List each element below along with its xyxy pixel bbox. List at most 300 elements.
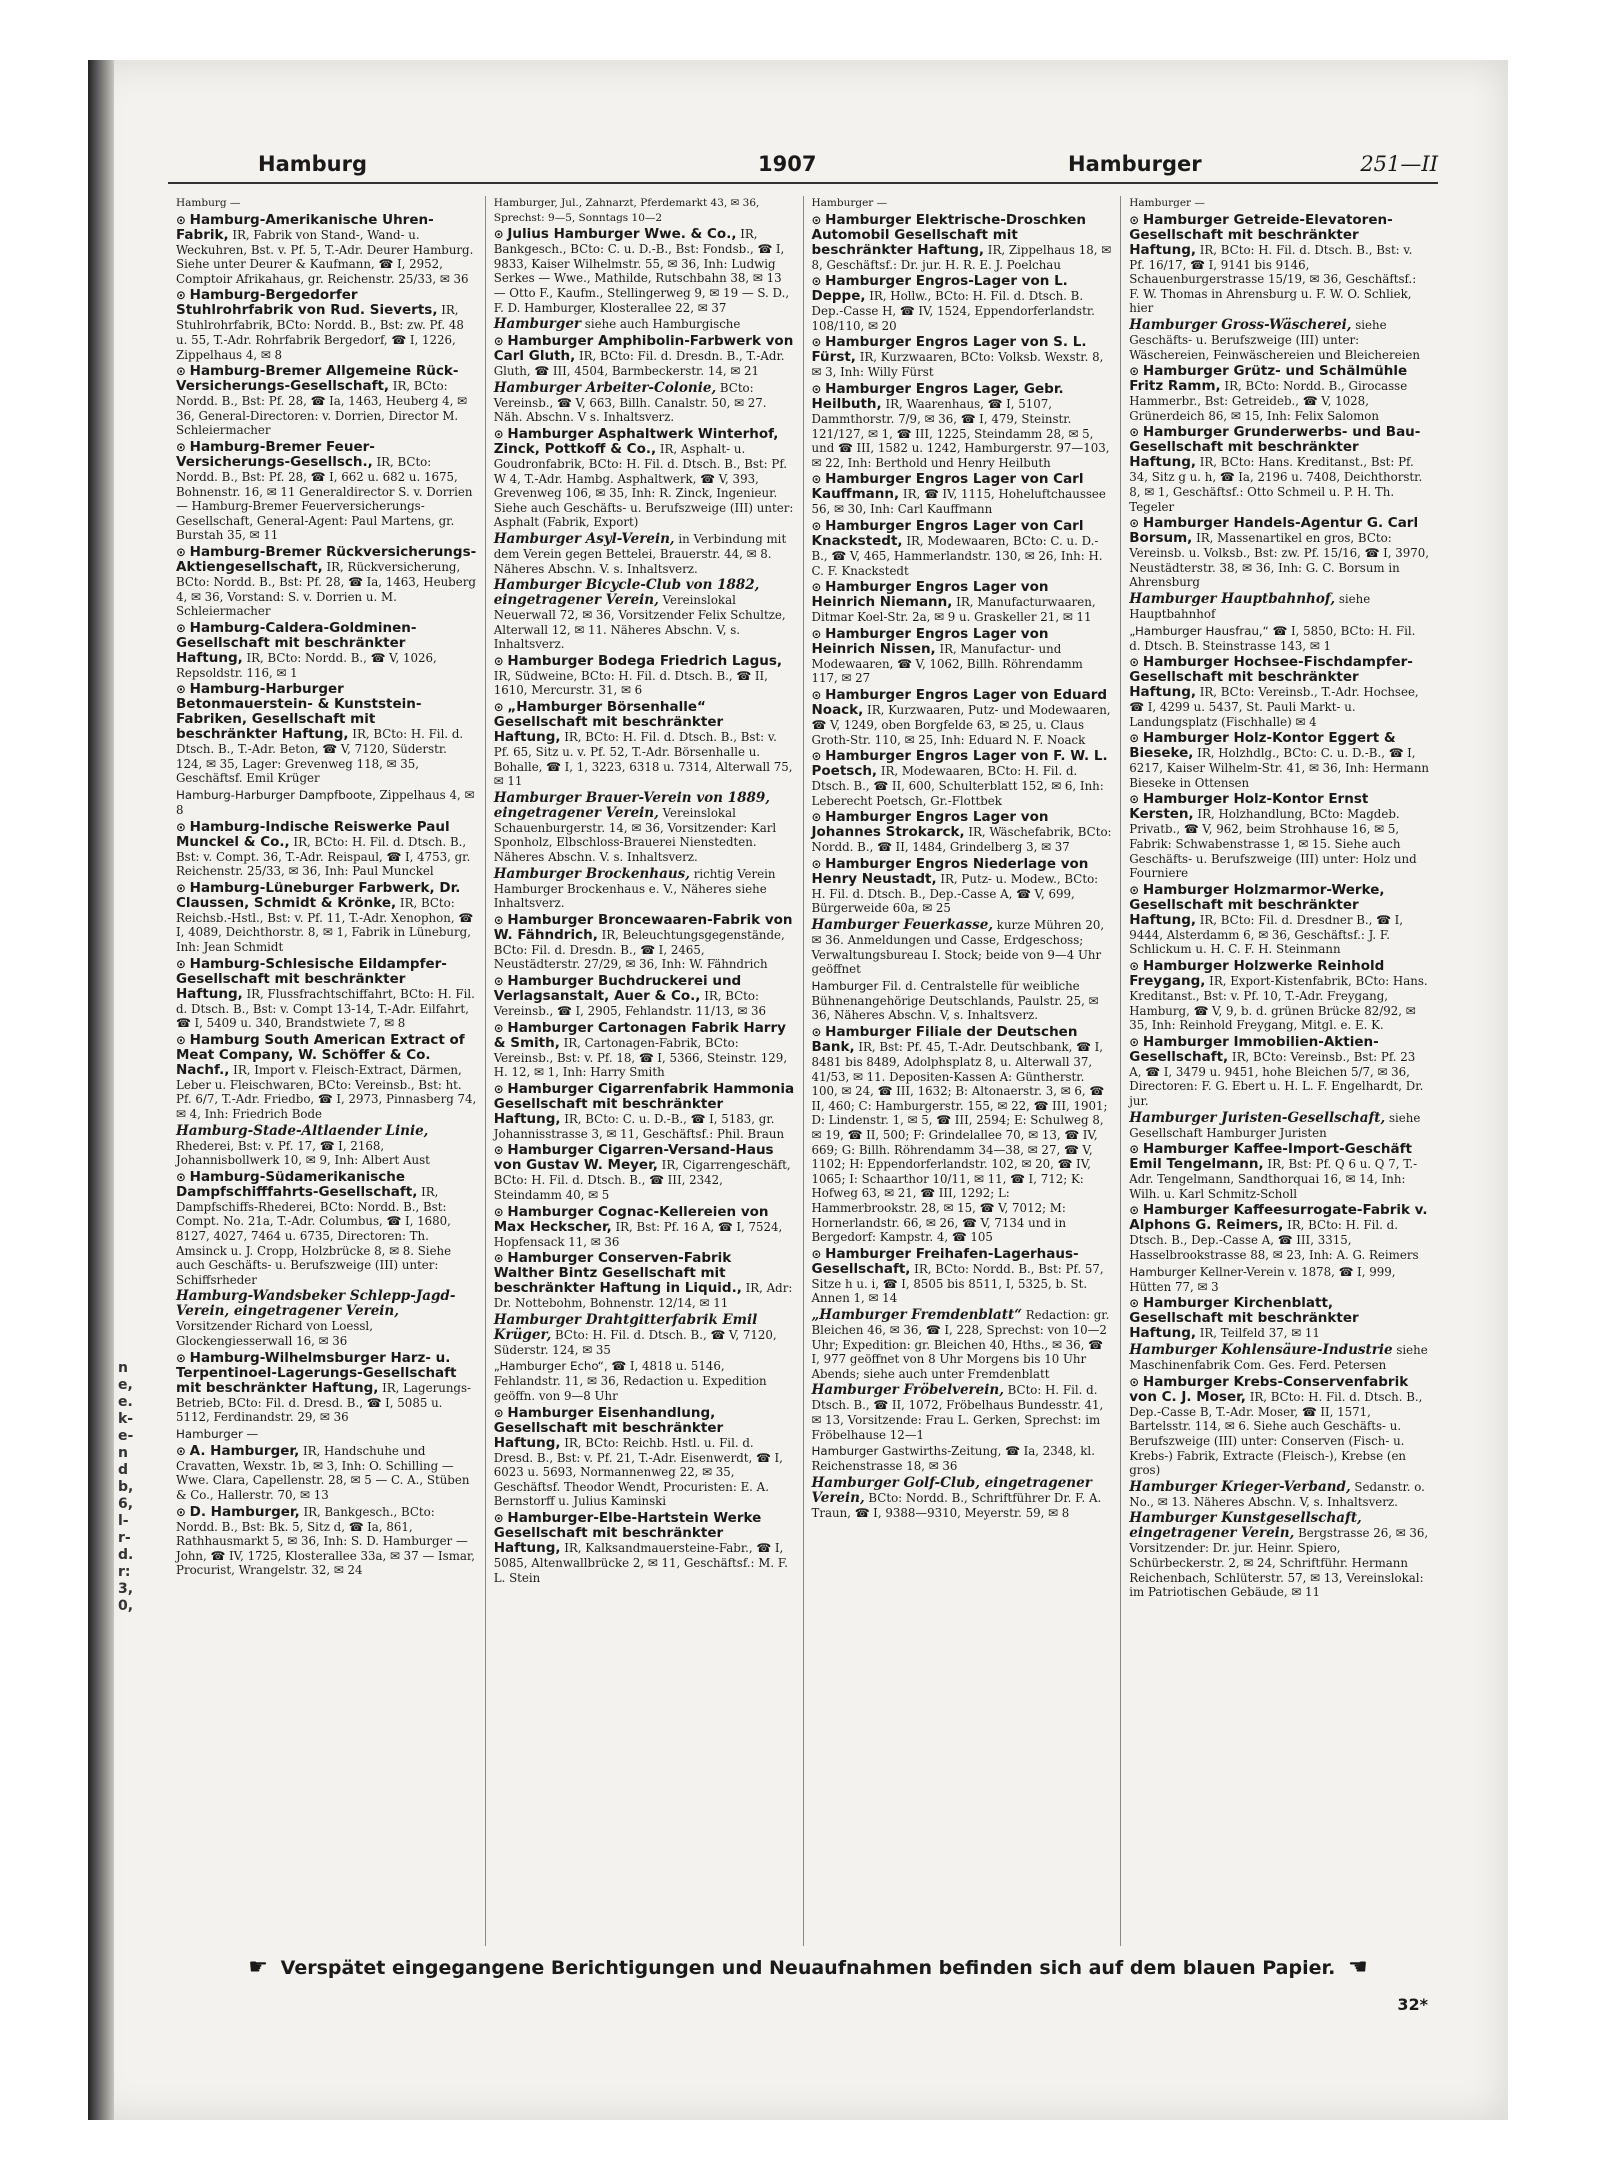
entry-name: Hamburger Engros Lager von Heinrich Niemann, xyxy=(811,579,1049,611)
entry-details: Zippelhaus 4, ✉ 8 xyxy=(176,788,475,818)
registered-firm-icon: ⊙ xyxy=(176,682,186,697)
entry-details: IR, BCto: Nordd. B., Bst: Pf. 57, Sitze h u. i, ☎ I, 8505 bis 8511, I, 5325, b. St. Annen 1, ✉ 14 xyxy=(811,1261,1104,1306)
entry-details: IR, BCto: Nordd. B., Bst: Pf. 28, ☎ Ia, 1463, Heuberg 4, ✉ 36, General-Directoren: v. Dorrien, Director M. Schleiermacher xyxy=(176,379,468,438)
entry-details: IR, BCto: Nordd. B., Bst: Pf. 28, ☎ I, 662 u. 682 u. 1675, Bohnenstr. 16, ✉ 11 Generaldirector S. v. Dorrien — Hamburg-Bremer Feuerversicherungs-Gesellschaft, General-Agent: Paul Martens, gr. Burstah 35, ✉ 11 xyxy=(176,454,473,543)
entry-name: Julius Hamburger Wwe. & Co., xyxy=(507,226,737,243)
column-continuation-label: Hamburg — xyxy=(176,197,241,209)
entry-name: Hamburger Freihafen-Lagerhaus-Gesellschaft, xyxy=(811,1245,1079,1277)
header-year: 1907 xyxy=(758,152,817,176)
directory-entry xyxy=(176,1351,477,1425)
entry-name: Hamburger Engros Niederlage von Henry Neustadt, xyxy=(811,855,1089,887)
fragment-line: d xyxy=(118,1462,129,1478)
entry-name: Hamburg-Schlesische Eildampfer-Gesellschaft mit beschränkter Haftung, xyxy=(176,955,447,1002)
entry-name: Hamburg-Harburger Betonmauerstein- & Kunststein-Fabriken, Gesellschaft mit beschränkter Haftung, xyxy=(176,681,422,743)
entry-details: siehe Geschäfts- u. Berufszweige (III) unter: Wäschereien, Feinwäschereien und Bleichereien xyxy=(1129,317,1420,362)
entry-name: Hamburger Engros Lager von Johannes Strokarck, xyxy=(811,809,1049,841)
fragment-line: k- xyxy=(118,1411,134,1427)
registered-firm-icon: ⊙ xyxy=(176,1350,186,1365)
registered-firm-icon: ⊙ xyxy=(1129,731,1140,746)
directory-entry xyxy=(1129,1296,1430,1341)
entry-details: IR, Manufacturwaaren, Ditmar Koel-Str. 2a, ✉ 9 u. Graskeller 21, ✉ 11 xyxy=(811,595,1096,625)
directory-entry xyxy=(494,867,795,911)
directory-entry xyxy=(1129,624,1430,654)
entry-details: IR, Südweine, BCto: H. Fil. d. Dtsch. B., ☎ II, 1610, Mercurstr. 31, ✉ 6 xyxy=(493,668,768,698)
registered-firm-icon: ⊙ xyxy=(493,426,504,441)
fragment-line: d. xyxy=(118,1547,134,1563)
directory-entry xyxy=(494,1082,795,1142)
entry-details: IR, BCto: H. Fil. d. Dtsch. B., Bst: v. Pf. 65, Sitz u. v. Pf. 52, T.-Adr. Börsenhalle u. Bohalle, ☎ I, 1, 3223, 6318 u. 7314, Alterwall 75, ✉ 11 xyxy=(493,730,793,789)
column-continuation-label: Hamburger, Jul., Zahnarzt, Pferdemarkt 43, ✉ 36, Sprechst: 9—5, Sonntags 10—2 xyxy=(493,197,760,224)
registered-firm-icon: ⊙ xyxy=(811,335,822,350)
registered-firm-icon: ⊙ xyxy=(1129,1034,1140,1049)
registered-firm-icon: ⊙ xyxy=(176,1443,186,1458)
entry-details: IR, Holzhdlg., BCto: C. u. D.-B., ☎ I, 6217, Kaiser Wilhelm-Str. 41, ✉ 36, Inh: Hermann Bieseke in Ottensen xyxy=(1129,746,1430,790)
directory-entry xyxy=(494,532,795,576)
entry-details: BCto: H. Fil. d. Dtsch. B., ☎ II, 1072, Fröbelhaus Bundesstr. 41, ✉ 13, Vorsitzende: Frau L. Gerken, Sprechst: im Fröbelhause 12—1 xyxy=(811,1383,1104,1442)
footer-notice xyxy=(178,1955,1438,1980)
entry-name: Hamburger Kunstgesellschaft, eingetragener Verein, xyxy=(1129,1510,1362,1542)
fragment-line: 3, xyxy=(118,1581,134,1597)
directory-entry xyxy=(1129,1511,1430,1599)
registered-firm-icon: ⊙ xyxy=(493,1251,504,1266)
entry-details: IR, Beleuchtungsgegenstände, BCto: Fil. d. Dresdn. B., ☎ I, 2465, Neustädterstr. 27/29, ✉ 36, Inh: W. Fähndrich xyxy=(493,927,785,972)
entry-details: IR, Hollw., BCto: H. Fil. d. Dtsch. B. Dep.-Casse H, ☎ IV, 1524, Eppendorferlandstr. 108/110, ✉ 20 xyxy=(811,289,1095,333)
entry-name: Hamburger Broncewaaren-Fabrik von W. Fähndrich, xyxy=(493,911,793,943)
entry-name: Hamburg-Bremer Allgemeine Rück-Versicherungs-Gesellschaft, xyxy=(176,363,459,395)
fragment-line: e- xyxy=(118,1428,134,1444)
entry-name: Hamburger — xyxy=(176,1426,259,1441)
directory-entry xyxy=(1129,655,1430,729)
registered-firm-icon: ⊙ xyxy=(811,810,822,825)
entry-details: BCto: H. Fil. d. Dtsch. B., ☎ V, 7120, Süderstr. 124, ✉ 35 xyxy=(493,1327,777,1357)
entry-name: Hamburger Engros Lager von Carl Knackstedt, xyxy=(811,517,1084,549)
registered-firm-icon: ⊙ xyxy=(811,274,822,289)
entry-name: Hamburg-Amerikanische Uhren-Fabrik, xyxy=(176,211,434,243)
directory-entry xyxy=(494,1313,795,1358)
entry-name: Hamburger Filiale der Deutschen Bank, xyxy=(811,1024,1078,1056)
directory-entry xyxy=(176,545,477,619)
entry-details: IR, Putz- u. Modew., BCto: H. Fil. d. Dtsch. B., Dep.-Casse A, ☎ V, 699, Bürgerweide 60a, ✉ 25 xyxy=(811,871,1099,916)
entry-name: Hamburger Holzwerke Reinhold Freygang, xyxy=(1129,958,1385,990)
registered-firm-icon: ⊙ xyxy=(176,544,186,559)
registered-firm-icon: ⊙ xyxy=(176,1504,186,1519)
header-left-keyword: Hamburg xyxy=(258,152,367,176)
registered-firm-icon: ⊙ xyxy=(1129,516,1140,531)
entry-name: Hamburger Conserven-Fabrik Walther Bintz Gesellschaft mit beschränkter Haftung in Liquid., xyxy=(493,1250,742,1297)
directory-entry xyxy=(494,427,795,530)
registered-firm-icon: ⊙ xyxy=(493,700,504,715)
registered-firm-icon: ⊙ xyxy=(493,653,504,668)
entry-name: Hamburg-Indische Reiswerke Paul Munckel & Co., xyxy=(176,818,450,850)
entry-name: Hamburger Brockenhaus, xyxy=(493,865,690,882)
entry-name: Hamburg-Caldera-Goldminen-Gesellschaft mit beschränkter Haftung, xyxy=(176,619,417,666)
entry-details: IR, Teilfeld 37, ✉ 11 xyxy=(1199,1326,1320,1341)
directory-entry xyxy=(176,957,477,1031)
directory-entry xyxy=(812,1383,1113,1442)
entry-details: IR, Fabrik von Stand-, Wand- u. Weckuhren, Bst. v. Pf. 5, T.-Adr. Deurer Hamburg. Siehe unter Deurer & Kaufmann, ☎ I, 2952, Comptoir Afrikahaus, gr. Reichenstr. 25/33, ✉ 36 xyxy=(176,227,474,286)
directory-entry xyxy=(1129,318,1430,362)
entry-details: IR, Massenartikel en gros, BCto: Vereinsb. u. Volksb., Bst: zw. Pf. 15/16, ☎ I, 3970, Neustädterstr. 38, ✉ 36, Inh: G. C. Borsum in Ahrensburg xyxy=(1129,531,1430,590)
fragment-line: r: xyxy=(118,1564,131,1580)
registered-firm-icon: ⊙ xyxy=(811,518,822,533)
entry-details: IR, Cartonagen-Fabrik, BCto: Vereinsb., Bst: v. Pf. 18, ☎ I, 5366, Steinstr. 129, H. 12, ✉ 1, Inh: Harry Smith xyxy=(493,1035,788,1080)
entry-name: Hamburger Krebs-Conservenfabrik von C. J. Moser, xyxy=(1129,1373,1409,1405)
entry-name: Hamburger Bicycle-Club von 1882, eingetragener Verein, xyxy=(493,577,760,609)
entry-details: IR, BCto: H. Fil. d. Dtsch. B., Dep.-Casse B, T.-Adr. Moser, ☎ II, 1571, Bartelsstr. 114, ✉ 6. Siehe auch Geschäfts- u. Berufszweige (III) unter: Conserven (Fisch- u. Krebs-) Fabrik, Extracte (Fleisch-), Krebse (en gros) xyxy=(1129,1389,1423,1478)
entry-details: siehe Hauptbahnhof xyxy=(1129,591,1371,621)
directory-entry xyxy=(494,317,795,332)
entry-name: Hamburger Cigarren-Versand-Haus von Gustav W. Meyer, xyxy=(493,1142,774,1174)
entry-details: IR, Export-Kistenfabrik, BCto: Hans. Kreditanst., Bst: v. Pf. 10, T.-Adr. Freygang, Hamburg, ☎ V, 9, b. d. grünen Brücke 82/92, ✉ 35, Inh: Reinhold Freygang, Mitgl. e. E. K. xyxy=(1129,974,1428,1033)
directory-entry xyxy=(1129,1343,1430,1373)
registered-firm-icon: ⊙ xyxy=(176,620,186,635)
registered-firm-icon: ⊙ xyxy=(493,1204,504,1219)
entry-name: Hamburger Golf-Club, eingetragener Verein, xyxy=(811,1474,1092,1506)
entry-name: Hamburger Elektrische-Droschken Automobil Gesellschaft mit beschränkter Haftung, xyxy=(811,211,1087,258)
header-right-keyword: Hamburger xyxy=(1068,152,1202,176)
registered-firm-icon: ⊙ xyxy=(493,1143,504,1158)
directory-entry xyxy=(812,1476,1113,1521)
registered-firm-icon: ⊙ xyxy=(176,1169,186,1184)
registered-firm-icon: ⊙ xyxy=(811,1246,822,1261)
entry-details: IR, ☎ IV, 1115, Hoheluftchaussee 56, ✉ 30, Inh: Carl Kauffmann xyxy=(811,487,1106,517)
directory-entry xyxy=(494,1205,795,1250)
entry-name: Hamburger Grütz- und Schälmühle Fritz Ramm, xyxy=(1129,363,1408,395)
entry-name: „Hamburger Hausfrau,“ xyxy=(1129,623,1269,638)
directory-entry xyxy=(494,1143,795,1202)
entry-name: Hamburg-Wandsbeker Schlepp-Jagd-Verein, eingetragener Verein, xyxy=(176,1288,456,1320)
directory-entry xyxy=(176,213,477,287)
directory-entry xyxy=(494,227,795,315)
directory-entry xyxy=(1129,1111,1430,1141)
directory-entry xyxy=(176,820,477,879)
entry-name: Hamburger Engros-Lager von L. Deppe, xyxy=(811,273,1068,305)
directory-entry xyxy=(1129,592,1430,622)
entry-details: IR, Manufactur- und Modewaaren, ☎ V, 1062, Billh. Röhrendamm 117, ✉ 27 xyxy=(811,641,1083,686)
entry-name: Hamburger Grunderwerbs- und Bau-Gesellschaft mit beschränkter Haftung, xyxy=(1129,424,1421,471)
directory-entry xyxy=(494,578,795,652)
entry-name: Hamburger Cognac-Kellereien von Max Heckscher, xyxy=(493,1203,769,1235)
directory-entry xyxy=(1129,959,1430,1033)
entry-name: Hamburger Feuerkasse, xyxy=(811,917,994,934)
entry-name: Hamburger Cigarrenfabrik Hammonia Gesellschaft mit beschränkter Haftung, xyxy=(493,1080,795,1127)
footer-notice-text: Verspätet eingegangene Berichtigungen und Neuaufnahmen befinden sich auf dem blauen Papier. xyxy=(280,1957,1336,1979)
entry-details: IR, Modewaaren, BCto: H. Fil. d. Dtsch. B., ☎ II, 600, Schulterblatt 152, ✉ 6, Inh: Leberecht Poetsch, Gr.-Flottbek xyxy=(811,764,1104,808)
registered-firm-icon: ⊙ xyxy=(1129,1374,1140,1389)
entry-details: Fil. d. Centralstelle für weibliche Bühnenangehörige Deutschlands, Paulstr. 25, ✉ 36, Näheres Abschn. V, s. Inhaltsverz. xyxy=(811,978,1099,1023)
entry-name: Hamburger xyxy=(811,1444,879,1459)
registered-firm-icon: ⊙ xyxy=(1129,959,1140,974)
directory-entry xyxy=(494,913,795,972)
entry-details: IR, BCto: Vereinsb., Bst: Pf. 23 A, ☎ I, 3479 u. 9451, hohe Bleichen 5/7, ✉ 36, Directoren: F. G. Ebert u. H. L. F. Engelhardt, Dr. jur. xyxy=(1129,1049,1424,1108)
directory-entry xyxy=(812,213,1113,273)
column-3 xyxy=(804,196,1122,1946)
entry-details: ☎ I, 5850, BCto: H. Fil. d. Dtsch. B. Steinstrasse 143, ✉ 1 xyxy=(1129,623,1416,653)
entry-details: IR, BCto: Nordd. B., ☎ V, 1026, Repsoldstr. 116, ✉ 1 xyxy=(176,650,437,680)
directory-entry xyxy=(176,1289,477,1348)
directory-entry xyxy=(494,791,795,865)
entry-name: Hamburger-Elbe-Hartstein Werke Gesellschaft mit beschränkter Haftung, xyxy=(493,1509,762,1556)
directory-entry xyxy=(812,1444,1113,1474)
entry-name: Hamburger Asyl-Verein, xyxy=(493,530,675,547)
directory-entry xyxy=(1129,731,1430,790)
entry-details: IR, Asphalt- u. Goudronfabrik, BCto: H. Fil. d. Dtsch. B., Bst: Pf. W 4, T.-Adr. Hambg. Asphaltwerk, ☎ V, 393, Grevenweg 106, ✉ 35, Inh: R. Zinck, Ingenieur. Siehe auch Geschäfts- u. Berufszweige (III) unter: Asphalt (Fabrik, Export) xyxy=(493,441,794,530)
entry-details: IR, BCto: C. u. D.-B., ☎ I, 5183, gr. Johannisstrasse 3, ✉ 11, Geschäftsf.: Phil. Braun xyxy=(493,1111,785,1141)
entry-name: A. Hamburger, xyxy=(189,1442,300,1459)
directory-entry xyxy=(494,1511,795,1585)
directory-entry xyxy=(176,788,477,818)
registered-firm-icon: ⊙ xyxy=(493,1020,504,1035)
entry-name: Hamburger Engros Lager, Gebr. Heilbuth, xyxy=(811,380,1064,412)
column-2 xyxy=(486,196,804,1946)
directory-entry xyxy=(812,519,1113,578)
entry-details: IR, Rückversicherung, BCto: Nordd. B., Bst: Pf. 28, ☎ Ia, 1463, Heuberg 4, ✉ 36, Vorstand: S. v. Dorrien u. M. Schleiermacher xyxy=(176,559,476,619)
directory-entry xyxy=(1129,1265,1430,1295)
entry-details: IR, BCto: Fil. d. Dresdner B., ☎ I, 9444, Alsterdamm 6, ✉ 36, Geschäftsf.: J. F. Schlickum u. H. C. F. H. Steinmann xyxy=(1129,912,1403,957)
registered-firm-icon: ⊙ xyxy=(811,580,822,595)
signature-mark: 32* xyxy=(1397,1995,1428,2014)
directory-entry xyxy=(494,334,795,379)
directory-entry xyxy=(812,1308,1113,1381)
registered-firm-icon: ⊙ xyxy=(176,288,186,303)
entry-details: IR, BCto: H. Fil. d. Dtsch. B., T.-Adr. Beton, ☎ V, 7120, Süderstr. 124, ✉ 35, Lager: Grevenweg 118, ✉ 35, Geschäftsf. Emil Krüger xyxy=(176,727,464,786)
registered-firm-icon: ⊙ xyxy=(811,472,822,487)
entry-name: Hamburger Brauer-Verein von 1889, eingetragener Verein, xyxy=(493,789,770,821)
directory-entry xyxy=(812,627,1113,686)
entry-details: BCto: Vereinsb., ☎ V, 663, Billh. Canalstr. 50, ✉ 27. Näh. Abschn. V s. Inhaltsverz. xyxy=(493,380,767,425)
registered-firm-icon: ⊙ xyxy=(493,334,504,349)
entry-name: Hamburger Holz-Kontor Eggert & Bieseke, xyxy=(1129,730,1396,762)
column-4 xyxy=(1121,196,1438,1946)
entry-name: Hamburger Arbeiter-Colonie, xyxy=(493,379,717,396)
entry-name: Hamburger Bodega Friedrich Lagus, xyxy=(507,652,783,669)
entry-details: IR, Wäschefabrik, BCto: Nordd. B., ☎ II, 1484, Grindelberg 3, ✉ 37 xyxy=(811,825,1112,855)
directory-entry xyxy=(494,1021,795,1080)
registered-firm-icon: ⊙ xyxy=(1129,212,1140,227)
entry-name: Hamburger Holz-Kontor Ernst Kersten, xyxy=(1129,791,1369,823)
entry-details: IR, Flussfrachtschiffahrt, BCto: H. Fil. d. Dtsch. B., Bst: v. Compt 13-14, T.-Adr. Eilfahrt, ☎ I, 5409 u. 340, Brandstwiete 7, ✉ 8 xyxy=(176,986,475,1031)
previous-page-fragment xyxy=(118,1360,158,1615)
entry-details: IR, Import v. Fleisch-Extract, Därmen, Leber u. Fleischwaren, BCto: Vereinsb., Bst: ht. Pf. 6/7, T.-Adr. Friedbo, ☎ I, 2973, Pinnasberg 74, ✉ 4, Inh: Friedrich Bode xyxy=(176,1062,477,1121)
entry-details: IR, Adr: Dr. Nottebohm, Bohnenstr. 12/14, ✉ 11 xyxy=(493,1281,793,1311)
entry-details: IR, Zippelhaus 18, ✉ 8, Geschäftsf.: Dr. jur. H. R. E. J. Poelchau xyxy=(811,242,1112,272)
entry-name: Hamburger Juristen-Gesellschaft, xyxy=(1129,1109,1386,1126)
registered-firm-icon: ⊙ xyxy=(493,912,504,927)
directory-entry xyxy=(812,382,1113,470)
entry-details: IR, Bst: Pf. 16 A, ☎ I, 7524, Hopfensack 11, ✉ 36 xyxy=(493,1219,783,1249)
entry-details: IR, Holzhandlung, BCto: Magdeb. Privatb., ☎ V, 962, beim Strohhause 16, ✉ 5, Fabrik: Schwabenstrasse 1, ✉ 15. Siehe auch Geschäfts- u. Berufszweige (III) unter: Holz und Fourniere xyxy=(1129,807,1417,881)
directory-entry xyxy=(812,979,1113,1023)
directory-entry xyxy=(494,1359,795,1403)
registered-firm-icon: ⊙ xyxy=(493,974,504,988)
entry-details: ☎ I, 4818 u. 5146, Fehlandstr. 11, ✉ 36, Redaction u. Expedition geöffn. von 9—8 Uhr xyxy=(493,1359,767,1403)
pointing-hand-right-icon: ☚ xyxy=(1347,1955,1368,1980)
registered-firm-icon: ⊙ xyxy=(811,381,822,396)
directory-entry xyxy=(1129,1142,1430,1201)
fragment-line: 0, xyxy=(118,1598,134,1614)
running-header xyxy=(168,148,1438,184)
registered-firm-icon: ⊙ xyxy=(1129,1142,1140,1157)
registered-firm-icon: ⊙ xyxy=(176,880,186,895)
fragment-line: n xyxy=(118,1445,128,1461)
entry-details: Vereinslokal Schauenburgerstr. 14, ✉ 36, Vorsitzender: Karl Sponholz, Elbschloss-Brauerei Nienstedten. Näheres Abschn. V. s. Inhaltsverz. xyxy=(493,805,777,865)
directory-entry xyxy=(1129,883,1430,957)
registered-firm-icon: ⊙ xyxy=(1129,364,1140,379)
entry-name: Hamburger xyxy=(1129,1264,1197,1279)
directory-entry xyxy=(1129,364,1430,423)
entry-details: IR, Bankgesch., BCto: C. u. D.-B., Bst: Fondsb., ☎ I, 9833, Kaiser Wilhelmstr. 55, ✉ 36, Inh: Ludwig Serkes — Wwe., Mathilde, Rutschbahn 38, ✉ 13 — Otto F., Kaufm., Stellingerweg 9, ✉ 19 — S. D., F. D. Hamburger, Klosterallee 22, ✉ 37 xyxy=(493,227,790,315)
entry-name: Hamburger Kaffee-Import-Geschäft Emil Tengelmann, xyxy=(1129,1141,1412,1173)
entry-name: Hamburger Fröbelverein, xyxy=(811,1382,1004,1399)
registered-firm-icon: ⊙ xyxy=(811,212,822,227)
entry-name: Hamburg South American Extract of Meat Company, W. Schöffer & Co. Nachf., xyxy=(176,1031,465,1078)
registered-firm-icon: ⊙ xyxy=(1129,882,1140,897)
entry-name: Hamburger Buchdruckerei und Verlagsanstalt, Auer & Co., xyxy=(493,973,742,1004)
directory-entry xyxy=(176,1505,477,1578)
directory-entry xyxy=(176,881,477,955)
entry-name: Hamburger Engros Lager von Heinrich Nissen, xyxy=(811,625,1049,657)
entry-name: Hamburger Handels-Agentur G. Carl Borsum, xyxy=(1129,515,1419,547)
book-gutter xyxy=(88,60,114,2120)
entry-details: IR, BCto: H. Fil. d. Dtsch. B., Bst: v. Pf. 16/17, ☎ I, 9141 bis 9146, Schauenburgerstrasse 15/19, ✉ 36, Geschäftsf.: F. W. Thomas in Ahrensburg u. F. W. O. Schliek, hier xyxy=(1129,242,1417,316)
registered-firm-icon: ⊙ xyxy=(176,364,186,379)
entry-details: IR, Cigarrengeschäft, BCto: H. Fil. d. Dtsch. B., ☎ III, 2342, Steindamm 40, ✉ 5 xyxy=(493,1158,791,1202)
entry-name: Hamburg-Bremer Rückversicherungs-Aktiengesellschaft, xyxy=(176,543,477,575)
directory-entry xyxy=(1129,516,1430,590)
registered-firm-icon: ⊙ xyxy=(176,439,186,454)
entry-name: Hamburg-Südamerikanische Dampfschifffahrts-Gesellschaft, xyxy=(176,1168,418,1200)
registered-firm-icon: ⊙ xyxy=(176,212,186,227)
directory-entry xyxy=(494,1251,795,1311)
directory-entry xyxy=(1129,1375,1430,1478)
entry-details: IR, Dampfschiffs-Rhederei, BCto: Nordd. B., Bst: Compt. No. 21a, T.-Adr. Columbus, ☎ I, 1680, 8127, 4027, 7464 u. 6735, Directoren: Th. Amsinck u. J. Cropp, Holzbrücke 8, ✉ 8. Siehe auch Geschäfts- u. Berufszweige (III) unter: Schiffsrheder xyxy=(176,1184,452,1287)
registered-firm-icon: ⊙ xyxy=(1129,1203,1140,1218)
entry-details: IR, Bst: Pf. Q 6 u. Q 7, T.-Adr. Tengelmann, Sandthorquai 16, ✉ 14, Inh: Wilh. u. Karl Schmitz-Scholl xyxy=(1129,1157,1418,1201)
column-continuation-label: Hamburger — xyxy=(1129,197,1205,209)
entry-name: Hamburger Engros Lager von Carl Kauffmann, xyxy=(811,471,1084,503)
directory-entry xyxy=(812,274,1113,333)
fragment-line: b, xyxy=(118,1479,134,1495)
entry-name: Hamburger Getreide-Elevatoren-Gesellschaft mit beschränkter Haftung, xyxy=(1129,211,1393,258)
directory-entry xyxy=(176,621,477,681)
fragment-line: n xyxy=(118,1360,128,1376)
entry-details: IR, BCto: Vereinsb., ☎ I, 2905, Fehlandstr. 11/13, ✉ 36 xyxy=(493,989,766,1018)
directory-entry xyxy=(176,1033,477,1122)
directory-entry xyxy=(812,335,1113,380)
registered-firm-icon: ⊙ xyxy=(493,1510,504,1525)
entry-details: IR, Kurzwaaren, Putz- und Modewaaren, ☎ V, 1249, oben Borgfelde 63, ✉ 25, u. Claus Groth-Str. 110, ✉ 25, Inh: Eduard N. F. Noack xyxy=(811,702,1111,747)
directory-entry xyxy=(812,472,1113,517)
entry-details: IR, BCto: Hans. Kreditanst., Bst: Pf. 34, Sitz g u. h, ☎ Ia, 2196 u. 7408, Deichthorstr. 8, ✉ 1, Geschäftsf.: Otto Schmeil u. P. H. Th. Tegeler xyxy=(1129,455,1423,514)
header-page-number: 251—II xyxy=(1360,152,1438,176)
entry-name: Hamburg-Harburger Dampfboote, xyxy=(176,788,376,803)
registered-firm-icon: ⊙ xyxy=(811,687,822,702)
entry-name: Hamburger Asphaltwerk Winterhof, Zinck, Pottkoff & Co., xyxy=(493,425,779,457)
registered-firm-icon: ⊙ xyxy=(1129,1296,1140,1311)
entry-name: Hamburger Engros Lager von F. W. L. Poetsch, xyxy=(811,748,1108,780)
directory-entry xyxy=(812,1247,1113,1306)
directory-entry xyxy=(176,440,477,543)
entry-details: IR, Lagerungs-Betrieb, BCto: Fil. d. Dresd. B., ☎ I, 5085 u. 5112, Ferdinandstr. 29, ✉ 36 xyxy=(176,1380,472,1425)
entry-name: Hamburger Amphibolin-Farbwerk von Carl Gluth, xyxy=(493,333,794,365)
entry-details: Vereinslokal Neuerwall 72, ✉ 36, Vorsitzender Felix Schultze, Alterwall 12, ✉ 11. Näheres Abschn. V, s. Inhaltsverz. xyxy=(493,593,786,652)
directory-entry xyxy=(176,1444,477,1503)
registered-firm-icon: ⊙ xyxy=(493,227,504,242)
entry-name: Hamburger Krieger-Verband, xyxy=(1129,1478,1351,1495)
registered-firm-icon: ⊙ xyxy=(811,1025,822,1040)
directory-entry xyxy=(812,688,1113,747)
directory-entry xyxy=(812,918,1113,977)
directory-entry xyxy=(176,364,477,438)
entry-details: BCto: Nordd. B., Schriftführer Dr. F. A. Traun, ☎ I, 9388—9310, Meyerstr. 59, ✉ 8 xyxy=(811,1490,1102,1520)
column-1 xyxy=(168,196,486,1946)
directory-entry xyxy=(176,682,477,786)
directory-entry xyxy=(494,974,795,1019)
registered-firm-icon: ⊙ xyxy=(1129,792,1140,807)
fragment-line: l- xyxy=(118,1513,129,1529)
entry-details: Rhederei, Bst: v. Pf. 17, ☎ I, 2168, Johannisbollwerk 10, ✉ 9, Inh: Albert Aust xyxy=(176,1138,430,1168)
entry-details: IR, Kalksandmauersteine-Fabr., ☎ I, 5085, Altenwallbrücke 2, ✉ 11, Geschäftsf.: M. F. L. Stein xyxy=(493,1540,788,1585)
directory-entry xyxy=(1129,213,1430,316)
entry-name: „Hamburger Fremdenblatt“ xyxy=(811,1306,1022,1323)
entry-name: Hamburger Gross-Wäscherei, xyxy=(1129,316,1352,333)
directory-entry xyxy=(812,749,1113,808)
entry-name: Hamburg-Bremer Feuer-Versicherungs-Gesellsch., xyxy=(176,438,375,470)
entry-details: Vorsitzender Richard von Loessl, Glockengiesserwall 16, ✉ 36 xyxy=(176,1319,373,1348)
entry-name: Hamburger Eisenhandlung, Gesellschaft mit beschränkter Haftung, xyxy=(493,1404,724,1451)
registered-firm-icon: ⊙ xyxy=(1129,425,1140,440)
registered-firm-icon: ⊙ xyxy=(1129,655,1140,670)
entry-details: Kellner-Verein v. 1878, ☎ I, 999, Hütten 77, ✉ 3 xyxy=(1129,1264,1396,1294)
entry-details: IR, BCto: Vereinsb., T.-Adr. Hochsee, ☎ I, 4299 u. 5437, St. Pauli Markt- u. Landungsplatz (Fischhalle) ✉ 4 xyxy=(1129,685,1419,729)
registered-firm-icon: ⊙ xyxy=(811,749,822,764)
entry-details: siehe Gesellschaft Hamburger Juristen xyxy=(1129,1110,1421,1140)
column-continuation-label: Hamburger — xyxy=(811,197,888,209)
entry-name: Hamburger Kohlensäure-Industrie xyxy=(1129,1342,1393,1359)
directory-columns xyxy=(168,196,1438,1946)
entry-details: IR, BCto: Fil. d. Dresdn. B., T.-Adr. Gluth, ☎ III, 4504, Barmbeckerstr. 14, ✉ 21 xyxy=(493,349,785,379)
directory-entry xyxy=(494,700,795,789)
entry-name: Hamburger Hochsee-Fischdampfer-Gesellschaft mit beschränkter Haftung, xyxy=(1129,654,1413,701)
entry-name: Hamburger xyxy=(493,316,582,333)
directory-entry xyxy=(494,654,795,698)
directory-entry xyxy=(812,1025,1113,1245)
fragment-line: e. xyxy=(118,1394,133,1410)
entry-name: Hamburger Immobilien-Aktien-Gesellschaft, xyxy=(1129,1033,1379,1065)
entry-details: IR, Waarenhaus, ☎ I, 5107, Dammthorstr. 7/9, ✉ 36, ☎ I, 479, Steinstr. 121/127, ✉ 1, ☎ III, 1225, Steindamm 28, ✉ 5, und ☎ III, 1582 u. 1242, Hamburgerstr. 97—103, ✉ 22, Inh: Berthold und Henry Heilbuth xyxy=(811,396,1110,470)
entry-details: IR, Stuhlrohrfabrik, BCto: Nordd. B., Bst: zw. Pf. 48 u. 55, T.-Adr. Rohrfabrik Bergedorf, ☎ I, 1226, Zippelhaus 4, ✉ 8 xyxy=(176,303,464,362)
directory-entry xyxy=(1129,1480,1430,1510)
directory-entry xyxy=(1129,1203,1430,1262)
entry-details: siehe Maschinenfabrik Com. Ges. Ferd. Petersen xyxy=(1129,1343,1428,1373)
entry-name: Hamburger Drahtgitterfabrik Emil Krüger, xyxy=(493,1311,758,1343)
entry-details: IR, BCto: Reichsb.-Hstl., Bst: v. Pf. 11, T.-Adr. Xenophon, ☎ I, 4089, Deichthorstr. 8, ✉ 1, Fabrik in Lüneburg, Inh: Jean Schmidt xyxy=(176,895,474,955)
directory-entry xyxy=(1129,792,1430,880)
entry-details: IR, Handschuhe und Cravatten, Wexstr. 1b, ✉ 3, Inh: O. Schilling — Wwe. Clara, Capellenstr. 28, ✉ 5 — C. A., Stüben & Co., Hallerstr. 70, ✉ 13 xyxy=(176,1443,470,1502)
entry-details: IR, BCto: Nordd. B., Girocasse Hammerbr., Bst: Getreideb., ☎ V, 1028, Grünerdeich 86, ✉ 15, Inh: Felix Salomon xyxy=(1129,379,1408,423)
entry-name: Hamburger Hauptbahnhof, xyxy=(1129,590,1336,607)
registered-firm-icon: ⊙ xyxy=(493,1405,504,1420)
entry-name: Hamburg-Lüneburger Farbwerk, Dr. Claussen, Schmidt & Krönke, xyxy=(176,879,461,911)
registered-firm-icon: ⊙ xyxy=(176,956,186,971)
entry-name: „Hamburger Börsenhalle“ Gesellschaft mit beschränkter Haftung, xyxy=(493,699,724,746)
entry-name: Hamburger Kirchenblatt, Gesellschaft mit beschränkter Haftung, xyxy=(1129,1295,1359,1342)
directory-entry xyxy=(812,857,1113,916)
entry-name: Hamburger Engros Lager von S. L. Fürst, xyxy=(811,334,1087,366)
directory-entry xyxy=(176,1170,477,1288)
entry-details: IR, Bst: Pf. 45, T.-Adr. Deutschbank, ☎ I, 8481 bis 8489, Adolphsplatz 8, u. Alterwall 37, 41/53, ✉ 11. Depositen-Kassen A: Güntherstr. 100, ✉ 24, ☎ III, 1632; B: Altonaerstr. 3, ✉ 6, ☎ II, 460; C: Hamburgerstr. 155, ✉ 22, ☎ III, 1901; D: Lindenstr. 1, ✉ 5, ☎ III, 2594; E: Schulweg 8, ✉ 19, ☎ II, 500; F: Grindelallee 70, ✉ 13, ☎ IV, 669; G: Billh. Röhrendamm 34—38, ✉ 27, ☎ V, 1102; H: Eppendorferlandstr. 102, ✉ 20, ☎ IV, 1065; I: Schaarthor 10/11, ✉ 11, ☎ I, 712; K: Hofweg 63, ✉ 21, ☎ III, 1292; L: Hammerbrookstr. 28, ✉ 15, ☎ V, 7012; M: Hornerlandstr. 66, ✉ 26, ☎ V, 7134 und in Bergedorf: Kampstr. 4, ☎ 105 xyxy=(811,1040,1108,1245)
page-sheet xyxy=(88,60,1508,2120)
